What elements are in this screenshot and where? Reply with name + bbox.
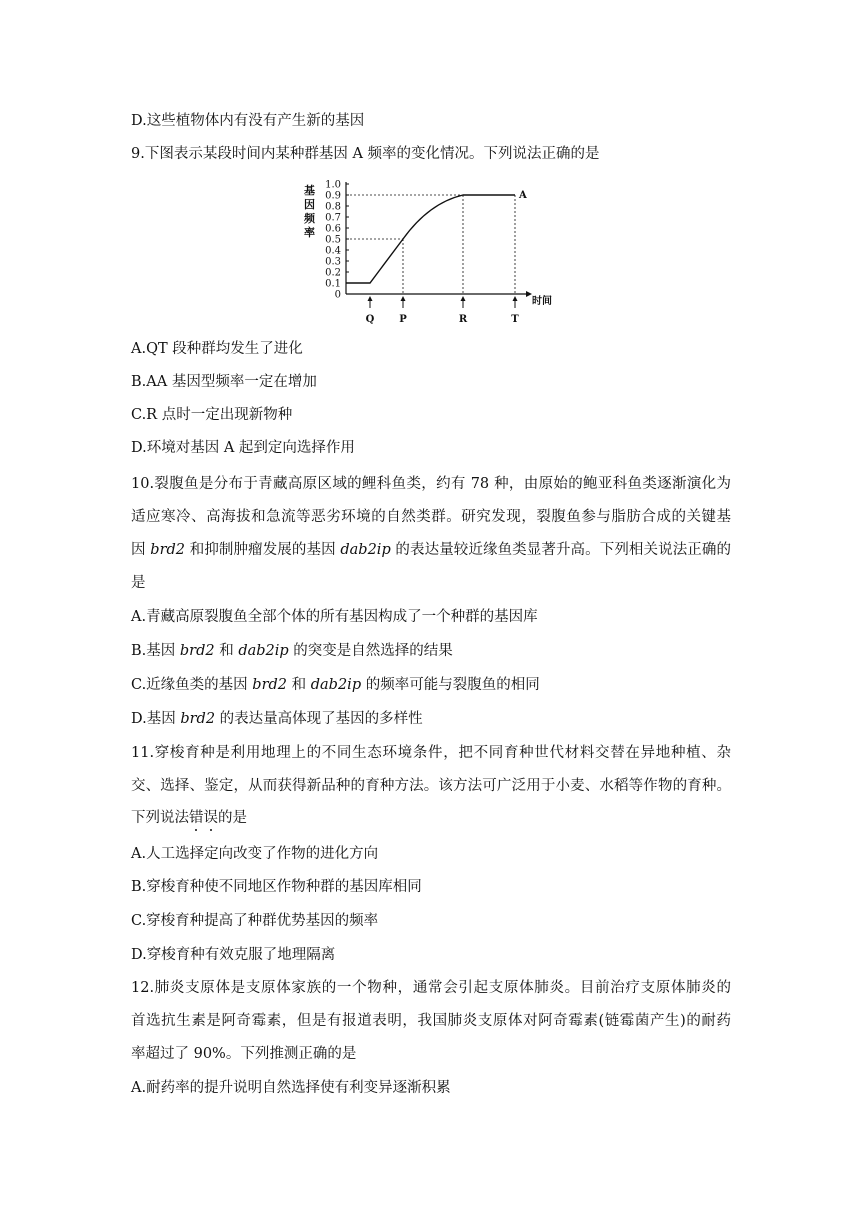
gene-dab2ip: dab2ip [238, 643, 289, 659]
q10-option-a: A.青藏高原裂腹鱼全部个体的所有基因构成了一个种群的基因库 [131, 609, 538, 625]
q11-text-d: 的是 [218, 810, 247, 826]
marker-label: P [399, 314, 407, 324]
y-axis-label-char: 率 [304, 226, 315, 239]
marker-label: T [511, 314, 519, 324]
y-tick-label: 0.8 [325, 201, 341, 213]
q10b-text-3: 和 [214, 643, 239, 659]
gene-dab2ip: dab2ip [310, 677, 362, 693]
y-tick-label: 1.0 [325, 179, 341, 191]
q10d-text-1: D.基因 [131, 711, 181, 727]
y-axis-label-char: 频 [304, 212, 315, 225]
y-axis-label-char: 基 [304, 184, 315, 197]
marker-arrowhead [513, 296, 518, 301]
q9-option-a: A.QT 段种群均发生了进化 [131, 341, 303, 357]
question-9-stem: 9.下图表示某段时间内某种群基因 A 频率的变化情况。下列说法正确的是 [131, 146, 600, 162]
option-d-line: D.这些植物体内有没有产生新的基因 [131, 113, 365, 129]
marker-arrowhead [368, 296, 373, 301]
y-tick-label: 0.7 [325, 212, 341, 224]
gene-brd2: brd2 [252, 677, 288, 693]
question-12-line-3: 率超过了 90%。下列推测正确的是 [131, 1046, 357, 1062]
gene-brd2: brd2 [180, 711, 216, 727]
y-tick-label: 0.5 [325, 234, 341, 246]
q10b-text-1: B.基因 [131, 643, 180, 659]
y-tick-label: 0 [334, 289, 341, 301]
q11-text-a: 下列说法 [131, 810, 189, 826]
q10b-text-5: 的突变是自然选择的结果 [288, 643, 453, 659]
q12-option-a: A.耐药率的提升说明自然选择使有利变异逐渐积累 [131, 1080, 451, 1096]
q11-option-c: C.穿梭育种提高了种群优势基因的频率 [131, 913, 379, 929]
emphasis-char-2: 误 [203, 810, 218, 826]
marker-label: Q [365, 314, 375, 324]
gene-brd2: brd2 [179, 643, 215, 659]
gene-frequency-chart [300, 174, 560, 324]
y-tick-label: 0.4 [325, 245, 341, 257]
question-12-line-1: 12.肺炎支原体是支原体家族的一个物种，通常会引起支原体肺炎。目前治疗支原体肺炎的 [131, 980, 731, 996]
y-axis-label [304, 183, 316, 239]
gene-dab2ip: dab2ip [340, 542, 391, 558]
q10c-text-3: 和 [287, 677, 311, 693]
y-tick-label: 0.3 [325, 256, 341, 268]
q10d-text-3: 的表达量高体现了基因的多样性 [215, 711, 423, 727]
q11-option-d: D.穿梭育种有效克服了地理隔离 [131, 947, 336, 963]
q9-option-b: B.AA 基因型频率一定在增加 [131, 374, 317, 390]
marker-label: R [458, 314, 468, 324]
x-markers [366, 296, 520, 324]
marker-arrowhead [401, 296, 406, 301]
question-11-line-2: 交、选择、鉴定，从而获得新品种的育种方法。该方法可广泛用于小麦、水稻等作物的育种。 [131, 778, 731, 794]
q9-option-c: C.R 点时一定出现新物种 [131, 407, 293, 423]
question-10-line-3 [131, 540, 731, 560]
question-10-line-4: 是 [131, 575, 146, 591]
y-tick-label: 0.9 [325, 190, 341, 202]
y-tick-label: 0.1 [325, 278, 341, 290]
question-11-line-3 [131, 808, 247, 828]
q10-option-b [131, 641, 453, 661]
q10-option-d [131, 709, 423, 729]
question-11-line-1: 11.穿梭育种是利用地理上的不同生态环境条件，把不同育种世代材料交替在异地种植、杂 [131, 745, 731, 761]
emphasis-char-1: 错 [189, 810, 204, 826]
q10-text-a: 因 [131, 542, 151, 558]
question-10-line-1: 10.裂腹鱼是分布于青藏高原区域的鲤科鱼类，约有 78 种，由原始的鲍亚科鱼类逐渐演化为 [131, 476, 731, 492]
y-axis-label-char: 因 [304, 198, 315, 211]
q10-text-e: 的表达量较近缘鱼类显著升高。下列相关说法正确的 [390, 542, 731, 558]
question-10-line-2: 适应寒冷、高海拔和急流等恶劣环境的自然类群。研究发现，裂腹鱼参与脂肪合成的关键基 [131, 509, 731, 525]
question-12-line-2: 首选抗生素是阿奇霉素，但是有报道表明，我国肺炎支原体对阿奇霉素(链霉菌产生)的耐药 [131, 1013, 731, 1029]
q10c-text-1: C.近缘鱼类的基因 [131, 677, 253, 693]
q10-option-c [131, 675, 540, 695]
q11-option-b: B.穿梭育种使不同地区作物种群的基因库相同 [131, 879, 422, 895]
series-a-label: A [519, 190, 527, 201]
q11-option-a: A.人工选择定向改变了作物的进化方向 [131, 846, 379, 862]
y-tick-label: 0.2 [325, 267, 341, 279]
gene-brd2: brd2 [150, 542, 186, 558]
q10c-text-5: 的频率可能与裂腹鱼的相同 [361, 677, 540, 693]
x-axis-label: 时间 [532, 296, 552, 307]
q9-option-d: D.环境对基因 A 起到定向选择作用 [131, 440, 355, 456]
marker-arrowhead [461, 296, 466, 301]
q10-text-c: 和抑制肿瘤发展的基因 [185, 542, 341, 558]
y-tick-label: 0.6 [325, 223, 341, 235]
